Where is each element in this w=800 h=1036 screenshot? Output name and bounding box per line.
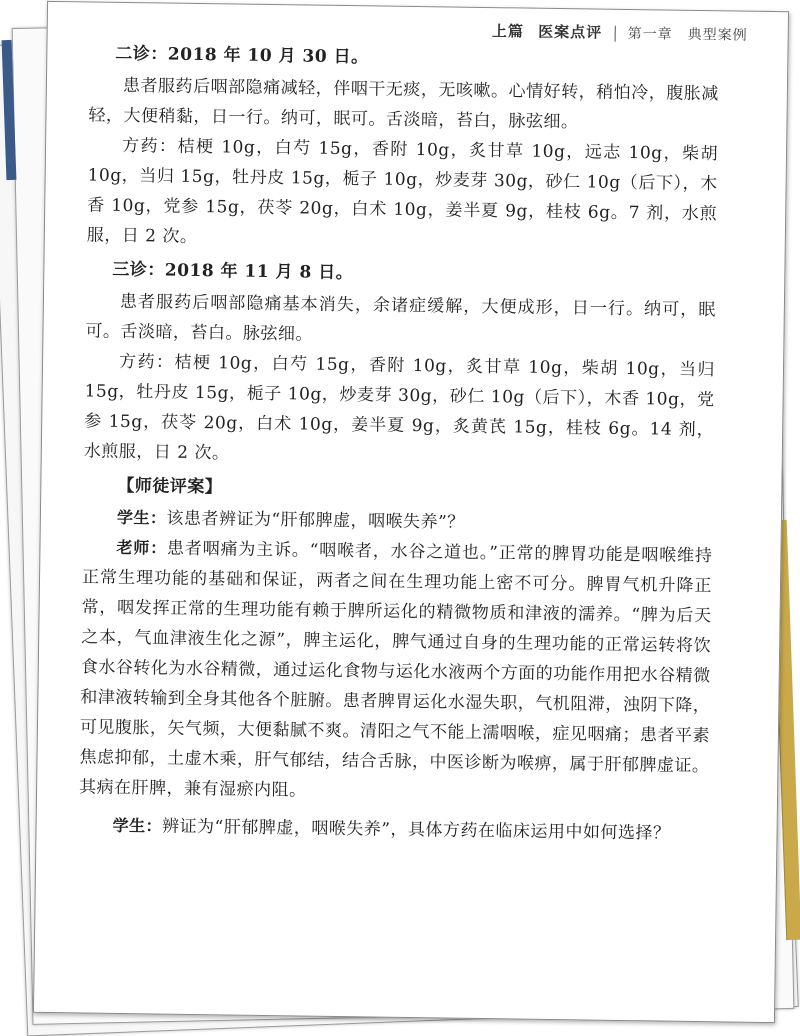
header-separator xyxy=(614,26,615,42)
speaker-label: 老师： xyxy=(116,537,168,558)
visit-heading: 二诊：2018 年 10 月 30 日。 xyxy=(115,43,369,68)
dialog-text: 患者咽痛为主诉。“咽喉者，水谷之道也。”正常的脾胃功能是咽喉维持正常生理功能的基础和保证，两者之间在生理功能上密不可分。脾胃气机升降正常，咽发挥正常的生理功能有赖于脾所运化的精微物质和津液的濡养。“脾为后天之本，气血津液生化之源”，脾主运化，脾气通过自身的生理功能的正常运转将饮食水谷转化为水谷精微，通过运化食物与运化水液两个方面的功能作用把水谷精微和津液转输到全身其他各个脏腑。患者脾胃运化水湿失职，气机阻滞，浊阴下降，可见腹胀，矢气频，大便黏腻不爽。清阳之气不能上濡咽喉，症见咽痛；患者平素焦虑抑郁，土虚木乘，肝气郁结，结合舌脉，中医诊断为喉痹，属于肝郁脾虚证。其病在肝脾，兼有湿瘀内阻。 xyxy=(78,538,713,801)
dialog-entry xyxy=(79,532,713,811)
dialog-text: 辨证为“肝郁脾虚，咽喉失养”，具体方药在临床运用中如何选择？ xyxy=(161,816,671,844)
header-chapter: 第一章 典型案例 xyxy=(627,25,748,44)
visit-heading: 三诊：2018 年 11 月 8 日。 xyxy=(112,259,354,284)
visit-prescription: 方药：桔梗 10g，白芍 15g，香附 10g，炙甘草 10g，柴胡 10g，当归 15g，牡丹皮 15g，栀子 10g，炒麦芽 30g，砂仁 10g（后下），木香 10g，党参 15g，茯苓 20g，白术 10g，姜半夏 9g，炙黄芪 15g，桂枝 6g。14 剂，水煎服，日 2 次。 xyxy=(83,351,716,464)
page-content xyxy=(78,34,719,849)
header-part: 上篇 xyxy=(491,22,525,41)
visit-symptoms: 患者服药后咽部隐痛基本消失，余诸症缓解，大便成形，日一行。纳可，眠可。舌淡暗，苔白。脉弦细。 xyxy=(85,291,716,345)
visit-third xyxy=(84,254,717,475)
speaker-label: 学生： xyxy=(116,507,167,528)
document-page xyxy=(33,1,789,1023)
visit-prescription: 方药：桔梗 10g，白芍 15g，香附 10g，炙甘草 10g，远志 10g，柴胡 10g，当归 15g，牡丹皮 15g，栀子 10g，炒麦芽 30g，砂仁 10g（后下），木香 10g，党参 15g，茯苓 20g，白术 10g，姜半夏 9g，桂枝 6g。7 剂，水煎服，日 2 次。 xyxy=(86,135,719,247)
dialog-text: 该患者辨证为“肝郁脾虚，咽喉失养”？ xyxy=(166,508,465,533)
visit-symptoms: 患者服药后咽部隐痛减轻，伴咽干无痰，无咳嗽。心情好转，稍怕冷，腹胀减轻，大便稍黏，日一行。纳可，眠可。舌淡暗，苔白，脉弦细。 xyxy=(88,75,720,133)
discussion-title: 【师徒评案】 xyxy=(117,475,223,498)
visit-second xyxy=(87,38,720,259)
speaker-label: 学生： xyxy=(112,815,163,836)
header-section: 医案点评 xyxy=(538,22,603,42)
discussion-section xyxy=(78,470,713,849)
dialog-entry xyxy=(78,810,708,849)
